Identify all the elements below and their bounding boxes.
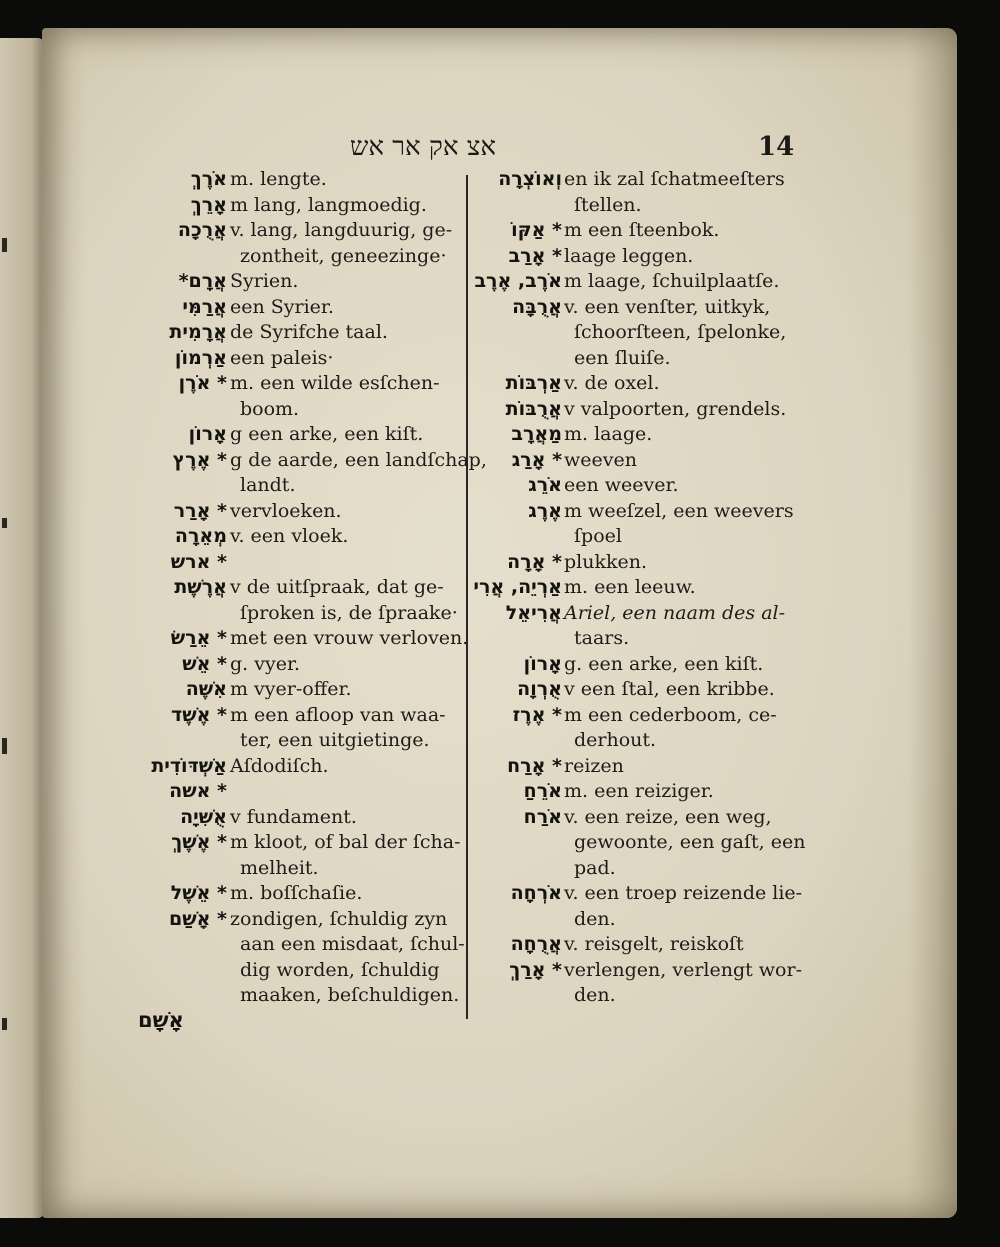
- dictionary-entry: [476, 601, 796, 627]
- dictionary-entry: [130, 881, 460, 907]
- definition-text: dig worden, ſchuldig: [240, 958, 440, 981]
- hebrew-headword: מְאֵרָה: [174, 525, 227, 547]
- definition-text: v. een venſter, uitkyk,: [564, 295, 771, 318]
- dictionary-entry: [476, 550, 796, 576]
- hebrew-headword: אָרוֹן: [523, 652, 562, 675]
- dictionary-entry: [130, 907, 460, 933]
- entry-continuation: [476, 983, 796, 1009]
- entry-continuation: [130, 728, 460, 754]
- hebrew-headword: וְאוֹצְרָה: [498, 168, 562, 190]
- definition-text: Ariel, een naam des al-: [564, 601, 786, 624]
- entry-continuation: [476, 193, 796, 219]
- entry-continuation: [476, 524, 796, 550]
- column-divider: [466, 175, 468, 1019]
- dictionary-entry: [130, 269, 460, 295]
- definition-text: g. een arke, een kiſt.: [564, 652, 764, 675]
- hebrew-headword: אֹרְחָה: [510, 882, 562, 904]
- dictionary-entry: [130, 703, 460, 729]
- definition-text: m. lengte.: [230, 168, 327, 190]
- entry-continuation: [476, 626, 796, 652]
- definition-text: v een ſtal, een kribbe.: [564, 678, 775, 700]
- entry-continuation: [130, 601, 460, 627]
- definition-text: reizen: [564, 754, 624, 777]
- entry-continuation: [476, 346, 796, 372]
- definition-text: m weeſzel, een weevers: [564, 499, 794, 522]
- dictionary-entry: [476, 754, 796, 780]
- hebrew-headword: אֹרֵג: [528, 474, 562, 496]
- dictionary-entry: [476, 269, 796, 295]
- definition-text: een ſluiſe.: [574, 346, 671, 369]
- dictionary-entry: [476, 779, 796, 805]
- definition-text: melheit.: [240, 856, 319, 879]
- dictionary-entry: [476, 677, 796, 703]
- hebrew-headword: * אֵשׁ: [182, 652, 227, 675]
- definition-text: ſchoorſteen, ſpelonke,: [574, 321, 787, 343]
- page-fore-edge: [907, 28, 957, 1218]
- dictionary-entry: [476, 422, 796, 448]
- definition-text: vervloeken.: [230, 499, 342, 522]
- hebrew-headword: אֹרֵחַ: [523, 780, 562, 802]
- hebrew-headword: אֲרָם*: [178, 270, 227, 292]
- definition-text: v. lang, langduurig, ge-: [230, 219, 453, 241]
- hebrew-headword: אֲרָמִית: [169, 321, 227, 343]
- hebrew-headword: * אָרַב: [508, 244, 562, 267]
- dictionary-entry: [476, 295, 796, 321]
- definition-text: m. een wilde esſchen-: [230, 372, 440, 394]
- catchword: אָשָׁם: [138, 1008, 184, 1032]
- definition-text: m vyer-offer.: [230, 678, 352, 700]
- definition-text: v valpoorten, grendels.: [564, 397, 787, 420]
- definition-text: een weever.: [564, 474, 679, 496]
- definition-text: gewoonte, een gaſt, een: [574, 831, 806, 853]
- hebrew-headword: אֻשִּׁיָה: [180, 805, 227, 828]
- dictionary-entry: [476, 473, 796, 499]
- definition-text: m een cederboom, ce-: [564, 703, 777, 726]
- hebrew-headword: אֲרֶשֶׁת: [174, 576, 227, 598]
- definition-text: v. de oxel.: [564, 372, 660, 394]
- hebrew-headword: אַרְיֵה, אֲרִי: [473, 576, 562, 598]
- hebrew-headword: * אָרַח: [507, 754, 562, 777]
- hebrew-headword: * אָרָה: [507, 550, 562, 573]
- hebrew-headword: אַרְמוֹן: [174, 346, 227, 369]
- entry-continuation: [130, 958, 460, 984]
- definition-text: landt.: [240, 474, 296, 496]
- hebrew-headword: * אָרַג: [511, 448, 562, 471]
- dictionary-entry: [130, 193, 460, 219]
- entry-continuation: [476, 856, 796, 882]
- hebrew-headword: אֲרֻחָה: [510, 933, 562, 955]
- dictionary-entry: [130, 524, 460, 550]
- entry-continuation: [476, 907, 796, 933]
- definition-text: derhout.: [574, 729, 657, 751]
- entry-continuation: [130, 932, 465, 958]
- definition-text: m. boſſchaſie.: [230, 882, 363, 904]
- definition-text: m kloot, of bal der ſcha-: [230, 831, 461, 853]
- definition-text: maaken, beſchuldigen.: [240, 984, 460, 1006]
- hebrew-headword: אָרוֹן: [188, 423, 227, 445]
- dictionary-entry: [130, 371, 460, 397]
- definition-text: ſtellen.: [574, 193, 642, 216]
- definition-text: aan een misdaat, ſchul-: [240, 933, 465, 955]
- entry-continuation: [130, 397, 460, 423]
- definition-text: en ik zal ſchatmeeſters: [564, 168, 785, 190]
- definition-text: v. een troep reizende lie-: [564, 882, 803, 904]
- entry-continuation: [130, 244, 460, 270]
- definition-text: weeven: [564, 448, 637, 471]
- dictionary-entry: [476, 397, 796, 423]
- definition-text: v. een reize, een weg,: [564, 805, 772, 828]
- dictionary-entry: [476, 881, 803, 907]
- dictionary-entry: [130, 320, 460, 346]
- hebrew-headword: אֲרֻבָּה: [512, 295, 562, 318]
- dictionary-entry: [130, 779, 460, 805]
- hebrew-headword: אֲרֻבּוֹת: [505, 397, 562, 420]
- dictionary-entry: [130, 448, 487, 474]
- definition-text: taars.: [574, 627, 630, 649]
- dictionary-entry: [130, 626, 469, 652]
- dictionary-entry: [130, 499, 460, 525]
- hebrew-headword: * אָרַךְ: [509, 958, 562, 981]
- dictionary-entry: [476, 932, 796, 958]
- dictionary-entry: [476, 218, 796, 244]
- dictionary-entry: [130, 677, 460, 703]
- hebrew-headword: אַרְבּוֹת: [505, 372, 562, 394]
- entry-continuation: [476, 320, 796, 346]
- definition-text: m laage, ſchuilplaatſe.: [564, 270, 780, 292]
- dictionary-entry: [476, 244, 796, 270]
- definition-text: zondigen, ſchuldig zyn: [230, 907, 448, 930]
- page-number: 14: [758, 132, 795, 162]
- dictionary-entry: [130, 575, 460, 601]
- hebrew-headword: אָרֵךְ: [190, 193, 227, 216]
- definition-text: zontheit, geneezinge·: [240, 244, 447, 267]
- definition-text: boom.: [240, 397, 300, 420]
- hebrew-headword: אֹרֶךְ: [190, 168, 227, 190]
- dictionary-entry: [130, 167, 460, 193]
- dictionary-entry: [476, 703, 796, 729]
- definition-text: laage leggen.: [564, 244, 694, 267]
- definition-text: v. reisgelt, reiskoſt: [564, 933, 744, 955]
- definition-text: g de aarde, een landſchap,: [230, 448, 487, 471]
- definition-text: pad.: [574, 856, 616, 879]
- entry-continuation: [130, 856, 460, 882]
- dictionary-entry: [476, 167, 796, 193]
- dictionary-entry: [473, 575, 796, 601]
- definition-text: m. een reiziger.: [564, 780, 714, 802]
- hebrew-headword: * אֵשֶׁל: [170, 882, 227, 904]
- hebrew-headword: * אֶשֶׁד: [171, 703, 227, 726]
- hebrew-headword: * אַקּוֹ: [511, 219, 562, 241]
- previous-page-edge: [0, 38, 44, 1218]
- dictionary-entry: [130, 805, 460, 831]
- dictionary-entry: [130, 422, 460, 448]
- definition-text: m een ſteenbok.: [564, 219, 720, 241]
- definition-text: een paleis·: [230, 346, 334, 369]
- hebrew-headword: אֲרִיאֵל: [505, 601, 562, 624]
- definition-text: m. een leeuw.: [564, 576, 696, 598]
- dictionary-entry: [476, 805, 796, 831]
- definition-text: v de uitſpraak, dat ge-: [230, 576, 444, 598]
- definition-text: met een vrouw verloven.: [230, 627, 469, 649]
- dictionary-entry: [130, 830, 460, 856]
- dictionary-entry: [476, 371, 796, 397]
- hebrew-headword: אֲרַמִּי: [182, 295, 227, 318]
- entry-continuation: [476, 830, 806, 856]
- dictionary-entry: [130, 550, 460, 576]
- hebrew-headword: אֹרַח: [523, 805, 562, 828]
- entry-continuation: [130, 983, 460, 1009]
- entry-continuation: [130, 473, 460, 499]
- hebrew-headword: מַאֲרָב: [511, 423, 562, 445]
- definition-text: ſproken is, de ſpraake·: [240, 601, 458, 624]
- hebrew-headword: * אֶשֶׁךְ: [171, 831, 227, 853]
- definition-text: den.: [574, 984, 616, 1006]
- hebrew-headword: * אָשַׁם: [168, 907, 227, 930]
- definition-text: g. vyer.: [230, 652, 300, 675]
- definition-text: plukken.: [564, 550, 648, 573]
- definition-text: ſpoel: [574, 525, 622, 547]
- dictionary-entry: [476, 499, 796, 525]
- dictionary-entry: [130, 652, 460, 678]
- dictionary-entry: [130, 754, 460, 780]
- hebrew-headword: * אֵרַשׂ: [170, 627, 227, 649]
- entry-continuation: [476, 728, 796, 754]
- hebrew-headword: * אָרַר: [173, 499, 227, 522]
- definition-text: g een arke, een kiſt.: [230, 423, 424, 445]
- dictionary-entry: [130, 295, 460, 321]
- dictionary-entry: [130, 218, 460, 244]
- dictionary-entry: [476, 652, 796, 678]
- right-column: [473, 167, 806, 1009]
- dictionary-entry: [476, 448, 796, 474]
- hebrew-headword: * ארש: [170, 550, 227, 573]
- running-head: אצ אק אר אש: [350, 132, 496, 162]
- definition-text: den.: [574, 907, 616, 930]
- hebrew-headword: אֹרֶב, אֶרֶב: [474, 270, 562, 292]
- definition-text: m een afloop van waa-: [230, 703, 446, 726]
- dictionary-entry: [476, 958, 803, 984]
- definition-text: verlengen, verlengt wor-: [564, 958, 803, 981]
- hebrew-headword: * אֶרֶץ: [172, 448, 227, 471]
- hebrew-headword: אַשְׁדּוֹדִית: [151, 754, 227, 777]
- hebrew-headword: * אשה: [169, 780, 227, 802]
- definition-text: m lang, langmoedig.: [230, 193, 427, 216]
- definition-text: v. een vloek.: [230, 525, 349, 547]
- definition-text: Syrien.: [230, 270, 299, 292]
- definition-text: een Syrier.: [230, 295, 334, 318]
- definition-text: de Syrifche taal.: [230, 321, 388, 343]
- hebrew-headword: אֶרֶג: [528, 499, 562, 522]
- dictionary-entry: [130, 346, 460, 372]
- definition-text: v fundament.: [230, 805, 357, 828]
- definition-text: ter, een uitgietinge.: [240, 729, 430, 751]
- hebrew-headword: * אֹרֶן: [178, 372, 227, 394]
- hebrew-headword: * אֶרֶז: [512, 703, 562, 726]
- left-column: [130, 167, 487, 1009]
- definition-text: Aſdodiſch.: [230, 754, 329, 777]
- definition-text: m. laage.: [564, 423, 653, 445]
- hebrew-headword: אִשֶּׁה: [185, 678, 227, 700]
- hebrew-headword: אֻרְוָה: [517, 678, 562, 700]
- hebrew-headword: אֲרֻכָה: [177, 219, 227, 241]
